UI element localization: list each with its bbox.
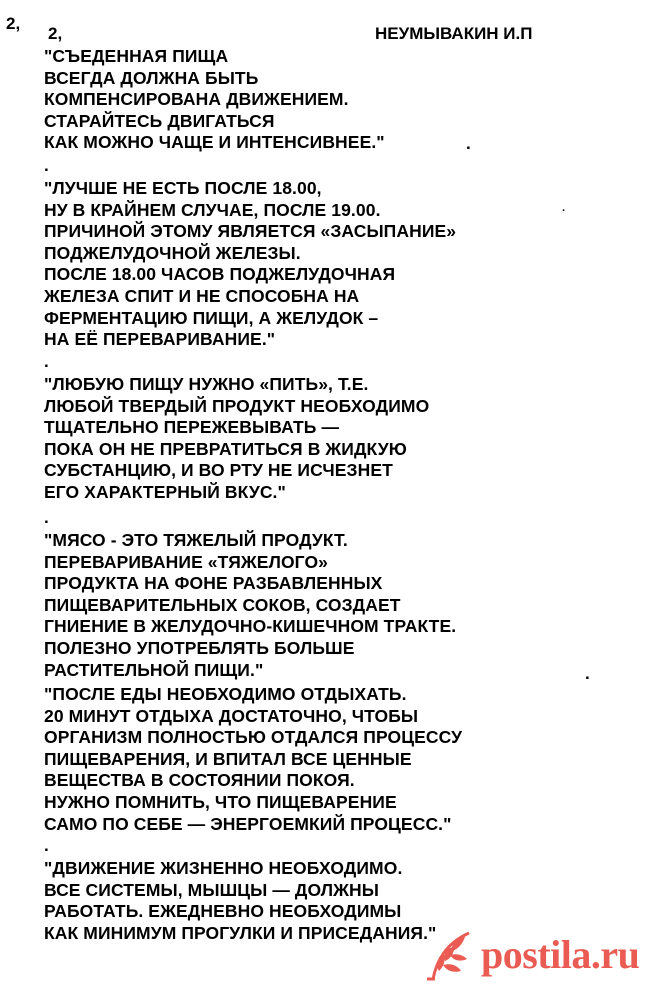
quote-line: ВЕЩЕСТВА В СОСТОЯНИИ ПОКОЯ. [44,770,355,791]
quote-1 [44,46,385,154]
quote-line: ПРИЧИНОЙ ЭТОМУ ЯВЛЯЕТСЯ «ЗАСЫПАНИЕ» [44,221,457,242]
header-author: НЕУМЫВАКИН И.П [375,24,533,43]
quote-line: ЕГО ХАРАКТЕРНЫЙ ВКУС." [44,481,286,502]
quote-line: КАК МОЖНО ЧАЩЕ И ИНТЕНСИВНЕЕ." [44,132,385,153]
quote-line: РАБОТАТЬ. ЕЖЕДНЕВНО НЕОБХОДИМЫ [44,901,402,922]
separator-dot: . [44,836,49,855]
quote-line: "ЛУЧШЕ НЕ ЕСТЬ ПОСЛЕ 18.00, [44,178,322,198]
quote-line: ПИЩЕВАРЕНИЯ, И ВПИТАЛ ВСЕ ЦЕННЫЕ [44,748,412,769]
quote-6 [44,858,436,944]
quote-line: НУ В КРАЙНЕМ СЛУЧАЕ, ПОСЛЕ 19.00. [44,199,381,220]
quote-line: "СЪЕДЕННАЯ ПИЩА [44,46,229,66]
quote-2 [44,178,456,351]
quote-line: ЖЕЛЕЗА СПИТ И НЕ СПОСОБНА НА [44,285,360,306]
quote-line: РАСТИТЕЛЬНОЙ ПИЩИ." [44,659,264,680]
separator-dot: . [44,156,49,175]
quote-line: ЛЮБОЙ ТВЕРДЫЙ ПРОДУКТ НЕОБХОДИМО [44,395,430,416]
quote-line: ПРОДУКТА НА ФОНЕ РАЗБАВЛЕННЫХ [44,573,383,594]
quote-line: НУЖНО ПОМНИТЬ, ЧТО ПИЩЕВАРЕНИЕ [44,791,397,812]
quote-line: ПОСЛЕ 18.00 ЧАСОВ ПОДЖЕЛУДОЧНАЯ [44,264,396,285]
watermark-text: postila.ru [481,932,640,977]
quote-line: ОРГАНИЗМ ПОЛНОСТЬЮ ОТДАЛСЯ ПРОЦЕССУ [44,727,463,748]
quote-4 [44,530,456,681]
stray-dot: . [585,664,590,683]
quote-line: ТЩАТЕЛЬНО ПЕРЕЖЕВЫВАТЬ — [44,417,340,438]
quote-line: КОМПЕНСИРОВАНА ДВИЖЕНИЕМ. [44,89,349,110]
quote-line: ПОКА ОН НЕ ПРЕВРАТИТЬСЯ В ЖИДКУЮ [44,438,407,459]
quote-line: ГНИЕНИЕ В ЖЕЛУДОЧНО-КИШЕЧНОМ ТРАКТЕ. [44,616,457,637]
quote-5 [44,684,462,835]
quote-line: НА ЕЁ ПЕРЕВАРИВАНИЕ." [44,329,276,350]
quote-line: "ДВИЖЕНИЕ ЖИЗНЕННО НЕОБХОДИМО. [44,858,403,878]
corner-number: 2, [6,14,21,33]
quote-line: КАК МИНИМУМ ПРОГУЛКИ И ПРИСЕДАНИЯ." [44,922,437,943]
separator-dot: . [44,352,49,371]
header-number: 2, [48,24,63,43]
quote-line: ВСЕ СИСТЕМЫ, МЫШЦЫ — ДОЛЖНЫ [44,879,380,900]
quote-line: ПОДЖЕЛУДОЧНОЙ ЖЕЛЕЗЫ. [44,242,301,263]
quote-line: СТАРАЙТЕСЬ ДВИГАТЬСЯ [44,110,275,131]
stray-dot: . [562,202,566,214]
stray-dot: . [466,134,471,153]
quote-line: "МЯСО - ЭТО ТЯЖЕЛЫЙ ПРОДУКТ. [44,530,348,550]
quote-line: ВСЕГДА ДОЛЖНА БЫТЬ [44,67,259,88]
quote-line: СУБСТАНЦИЮ, И ВО РТУ НЕ ИСЧЕЗНЕТ [44,460,393,481]
quote-line: ПИЩЕВАРИТЕЛЬНЫХ СОКОВ, СОЗДАЕТ [44,594,401,615]
watermark [425,926,640,984]
quote-line: 20 МИНУТ ОТДЫХА ДОСТАТОЧНО, ЧТОБЫ [44,705,419,726]
separator-dot: . [44,508,49,527]
quote-line: ПЕРЕВАРИВАНИЕ «ТЯЖЕЛОГО» [44,551,328,572]
quote-line: "ЛЮБУЮ ПИЩУ НУЖНО «ПИТЬ», Т.Е. [44,374,369,394]
quote-line: ФЕРМЕНТАЦИЮ ПИЩИ, А ЖЕЛУДОК – [44,307,379,328]
quote-line: "ПОСЛЕ ЕДЫ НЕОБХОДИМО ОТДЫХАТЬ. [44,684,407,704]
quote-line: ПОЛЕЗНО УПОТРЕБЛЯТЬ БОЛЬШЕ [44,637,355,658]
quote-line: САМО ПО СЕБЕ — ЭНЕРГОЕМКИЙ ПРОЦЕСС." [44,813,452,834]
quote-3 [44,374,429,504]
postila-logo-icon [425,929,475,981]
